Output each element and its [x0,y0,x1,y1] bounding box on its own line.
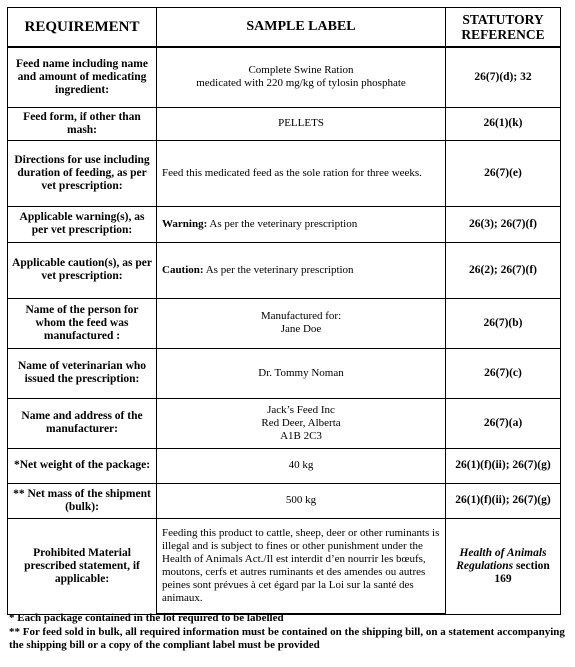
sample-label-cell [157,348,446,398]
requirement-cell: Applicable warning(s), as per vet prescription: [8,206,157,242]
reference-cell: 26(7)(a) [446,398,561,448]
sample-label-cell [157,107,446,140]
footnotes [9,612,569,653]
reference-cell: 26(1)(f)(ii); 26(7)(g) [446,448,561,483]
requirement-cell: Applicable caution(s), as per vet prescription: [8,242,157,298]
sample-label-cell [157,398,446,448]
label-line: Manufactured for: [260,310,342,322]
reference-italic: Health of Animals Regulations [456,546,547,572]
label-line: As per the veterinary prescription [209,217,358,230]
table-row [8,398,561,448]
table-row [8,518,561,614]
requirement-cell: ** Net mass of the shipment (bulk): [8,483,157,518]
caution-prefix: Caution: [162,263,204,276]
table-row [8,483,561,518]
table-row [8,348,561,398]
table-row [8,298,561,348]
label-line: 40 kg [288,459,314,471]
requirement-cell: Name of the person for whom the feed was manufactured : [8,298,157,348]
table-row [8,448,561,483]
reference-cell: 26(7)(b) [446,298,561,348]
label-line: PELLETS [278,117,324,129]
requirement-cell: Feed form, if other than mash: [8,107,157,140]
sample-label-cell [157,206,446,242]
requirement-cell: *Net weight of the package: [8,448,157,483]
footnote-bulk: ** For feed sold in bulk, all required information must be contained on the shipping bill, on a statement accompanying the shipping bill or a copy of the compliant label must be provided [9,625,565,651]
reference-cell: 26(7)(c) [446,348,561,398]
requirement-cell: Name of veterinarian who issued the prescription: [8,348,157,398]
label-line: Feed this medicated feed as the sole ration for three weeks. [162,166,422,179]
label-line: medicated with 220 mg/kg of tylosin phosphate [196,77,406,90]
table-row [8,206,561,242]
reference-cell: 26(7)(e) [446,140,561,206]
reference-cell: 26(1)(f)(ii); 26(7)(g) [446,483,561,518]
label-line: A1B 2C3 [280,429,322,442]
reference-section: section 169 [494,559,550,585]
label-line: Red Deer, Alberta [261,416,341,429]
label-line: 500 kg [285,494,317,506]
header-requirement: REQUIREMENT [8,8,157,48]
label-line: Jack’s Feed Inc [267,403,335,416]
warning-prefix: Warning: [162,217,208,230]
reference-cell: 26(2); 26(7)(f) [446,242,561,298]
label-line: Jane Doe [280,323,322,335]
sample-label-cell [157,298,446,348]
table-row [8,242,561,298]
table-row [8,107,561,140]
footnote-package: * Each package contained in the lot required to be labelled [9,612,284,624]
requirements-table [7,7,561,615]
reference-cell [446,518,561,614]
table-header-row [8,8,561,48]
sample-label-cell [157,518,446,614]
requirement-cell: Name and address of the manufacturer: [8,398,157,448]
table-row [8,140,561,206]
requirement-cell: Directions for use including duration of feeding, as per vet prescription: [8,140,157,206]
header-sample-label: SAMPLE LABEL [157,8,446,48]
sample-label-cell [157,242,446,298]
reference-cell: 26(1)(k) [446,107,561,140]
sample-label-cell [157,483,446,518]
label-line: As per the veterinary prescription [205,263,354,276]
reference-cell: 26(7)(d); 32 [446,47,561,107]
label-line: Feeding this product to cattle, sheep, deer or other ruminants is illegal and is subject to fines or other punishment under the Health of Animals Act./Il est interdit d’en nourrir les bœufs, moutons, cerfs et autres ruminants et des amendes ou autres peines sont prévues à cet égard par la Loi sur la santé des animaux. [162,526,440,604]
label-line: Dr. Tommy Noman [258,366,344,379]
sample-label-cell [157,47,446,107]
sample-label-cell [157,448,446,483]
requirement-cell: Feed name including name and amount of medicating ingredient: [8,47,157,107]
requirement-cell: Prohibited Material prescribed statement, if applicable: [8,518,157,614]
header-statutory-reference: STATUTORY REFERENCE [446,8,561,48]
reference-cell: 26(3); 26(7)(f) [446,206,561,242]
table-row [8,47,561,107]
sample-label-cell [157,140,446,206]
label-line: Complete Swine Ration [248,64,354,77]
